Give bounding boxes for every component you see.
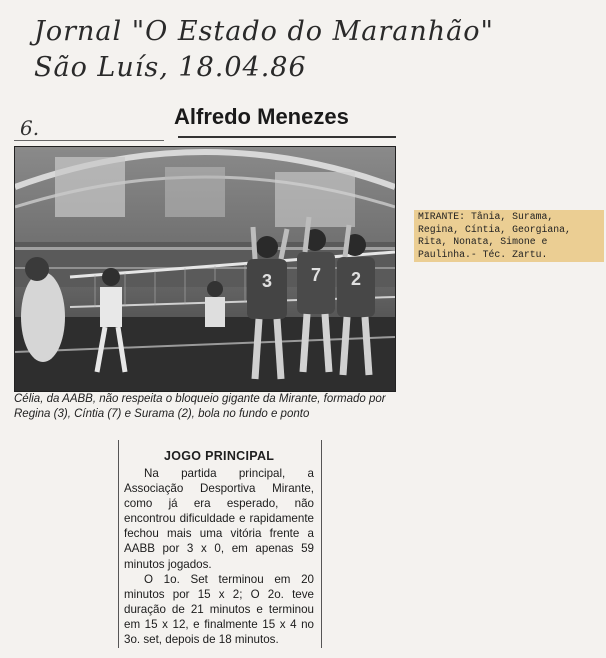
mirante-label: MIRANTE: bbox=[418, 211, 466, 222]
page-number-underline bbox=[14, 140, 164, 141]
article-paragraph: O 1o. Set terminou em 20 minutos por 15 x 2; O 2o. teve duração de 21 minutos e terminou em 15 x 12, e finalmente 15 x 4 no 3o. set, depois de 18 minutos. bbox=[124, 572, 314, 647]
photo-caption: Célia, da AABB, não respeita o bloqueio gigante da Mirante, formado por Regina (3), Cíntia (7) e Surama (2), bola no fundo e ponto bbox=[14, 393, 386, 420]
article-body bbox=[124, 466, 314, 647]
article-paragraph: Na partida principal, a Associação Desportiva Mirante, como já era esperado, não encontrou dificuldade e rapidamente fechou mais uma vitória frente a AABB por 3 x 0, em apenas 59 minutos jogados. bbox=[124, 467, 314, 571]
byline-rule bbox=[178, 136, 396, 138]
handwritten-date: São Luís, 18.04.86 bbox=[34, 52, 307, 83]
volleyball-photo bbox=[14, 146, 396, 392]
author-byline: Alfredo Menezes bbox=[174, 104, 349, 129]
article-title: JOGO PRINCIPAL bbox=[164, 449, 275, 463]
handwritten-source: Jornal "O Estado do Maranhão" bbox=[34, 16, 494, 47]
mirante-roster-text: Tânia, Surama, Regina, Cíntia, Georgiana, Rita, Nonata, Simone e Paulinha.- Téc. Zartu. bbox=[418, 211, 571, 260]
jersey-number-surama: 2 bbox=[350, 269, 362, 289]
jersey-number-cintia: 7 bbox=[310, 265, 322, 285]
mirante-roster-clipping bbox=[414, 210, 604, 262]
page-number: 6. bbox=[20, 116, 40, 140]
jersey-number-regina: 3 bbox=[261, 271, 273, 291]
